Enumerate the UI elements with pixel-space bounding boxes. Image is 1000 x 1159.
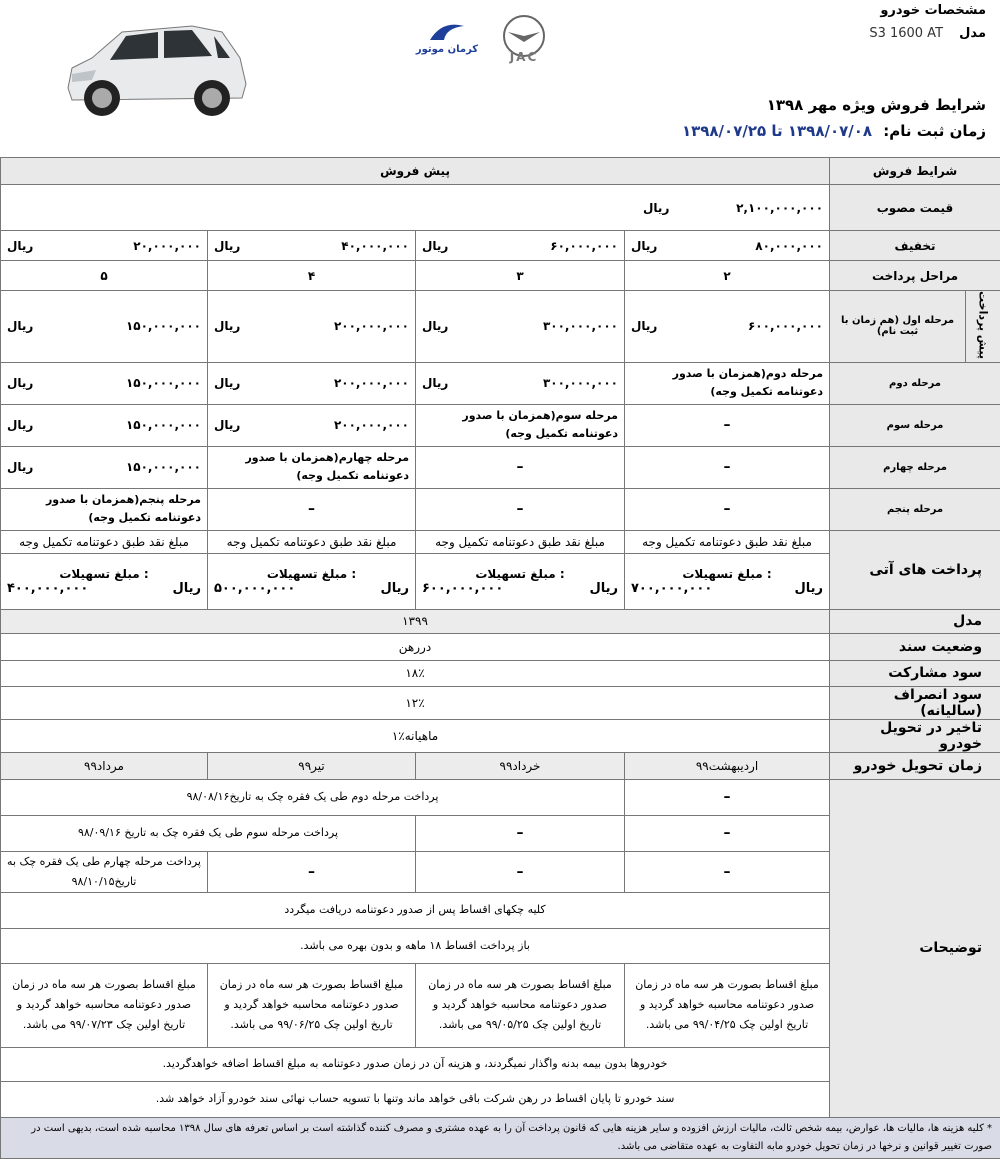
installment-4: مبلغ اقساط بصورت هر سه ماه در زمان صدور دعوتنامه محاسبه خواهد گردید و تاریخ اولین چک ۹۹/۰۷/۲۳ می باشد. bbox=[1, 963, 208, 1047]
desc-row8: سند خودرو تا پایان اقساط در رهن شرکت باقی خواهد ماند وتنها با تسویه حساب نهائی سند خودرو آزاد خواهد شد. bbox=[1, 1081, 830, 1117]
installment-3: مبلغ اقساط بصورت هر سه ماه در زمان صدور دعوتنامه محاسبه خواهد گردید و تاریخ اولین چک ۹۹/۰۶/۲۵ می باشد. bbox=[208, 963, 416, 1047]
stage5-dash-1: – bbox=[625, 488, 830, 530]
delay-label: تاخیر در تحویل خودرو bbox=[830, 719, 1000, 752]
stages-label: مراحل پرداخت bbox=[830, 261, 1000, 291]
facility-4: مبلغ تسهیلات : ریال ۴۰۰,۰۰۰,۰۰۰ bbox=[1, 553, 208, 609]
spec-title: مشخصات خودرو bbox=[880, 3, 986, 18]
facility-1: مبلغ تسهیلات : ریال ۷۰۰,۰۰۰,۰۰۰ bbox=[625, 553, 830, 609]
prepay-label-cell bbox=[966, 291, 1000, 363]
brand-right-text: JAC bbox=[496, 50, 552, 64]
registration-label: زمان ثبت نام: bbox=[883, 122, 986, 140]
desc-row7: خودروها بدون بیمه بدنه واگذار نمیگردند، و هزینه آن در زمان صدور دعوتنامه به مبلغ اقساط اضافه خواهدگردید. bbox=[1, 1047, 830, 1081]
desc-row3: پرداخت مرحله چهارم طی یک فقره چک به تاریخ۹۸/۱۰/۱۵ bbox=[1, 851, 208, 892]
future-text-3: مبلغ نقد طبق دعوتنامه تکمیل وجه bbox=[208, 530, 416, 553]
price-value: ۲,۱۰۰,۰۰۰,۰۰۰ bbox=[736, 201, 823, 215]
stage4-note: مرحله چهارم(همزمان با صدور دعوتنامه تکمیل وجه) bbox=[208, 446, 416, 488]
stage-count-5: ۵ bbox=[1, 261, 208, 291]
desc-row3-dash-3: – bbox=[208, 851, 416, 892]
future-text-2: مبلغ نقد طبق دعوتنامه تکمیل وجه bbox=[416, 530, 625, 553]
cancel-value: ۱۲٪ bbox=[1, 686, 830, 719]
desc-row2-dash-2: – bbox=[416, 815, 625, 851]
desc-row2: پرداخت مرحله سوم طی یک فقره چک به تاریخ ۹۸/۰۹/۱۶ bbox=[1, 815, 416, 851]
stage-count-4: ۴ bbox=[208, 261, 416, 291]
stage5-dash-2: – bbox=[416, 488, 625, 530]
stage5-label: مرحله پنجم bbox=[830, 488, 1000, 530]
discount-4: ۲۰,۰۰۰,۰۰۰ ریال bbox=[1, 231, 208, 261]
profit-value: ۱۸٪ bbox=[1, 660, 830, 686]
stage3-label: مرحله سوم bbox=[830, 404, 1000, 446]
header bbox=[0, 0, 1000, 155]
stage3-amount-2: ۱۵۰,۰۰۰,۰۰۰ ریال bbox=[1, 404, 208, 446]
stage4-dash-1: – bbox=[625, 446, 830, 488]
stage3-amount-1: ۲۰۰,۰۰۰,۰۰۰ ریال bbox=[208, 404, 416, 446]
discount-2: ۶۰,۰۰۰,۰۰۰ ریال bbox=[416, 231, 625, 261]
doc-label: وضعیت سند bbox=[830, 633, 1000, 660]
desc-row1-dash: – bbox=[625, 779, 830, 815]
desc-row1: پرداخت مرحله دوم طی یک فقره چک به تاریخ۹۸/۰۸/۱۶ bbox=[1, 779, 625, 815]
stage1-amount-1: ۶۰۰,۰۰۰,۰۰۰ ریال bbox=[625, 291, 830, 363]
stage-count-2: ۲ bbox=[625, 261, 830, 291]
delivery-3: تیر۹۹ bbox=[208, 752, 416, 779]
installment-1: مبلغ اقساط بصورت هر سه ماه در زمان صدور دعوتنامه محاسبه خواهد گردید و تاریخ اولین چک ۹۹/۰۴/۲۵ می باشد. bbox=[625, 963, 830, 1047]
registration-dates: ۱۳۹۸/۰۷/۰۸ تا ۱۳۹۸/۰۷/۲۵ bbox=[682, 122, 872, 140]
facility-3: مبلغ تسهیلات : ریال ۵۰۰,۰۰۰,۰۰۰ bbox=[208, 553, 416, 609]
cancel-label: سود انصراف (سالیانه) bbox=[830, 686, 1000, 719]
delivery-4: مرداد۹۹ bbox=[1, 752, 208, 779]
stage3-note: مرحله سوم(همزمان با صدور دعوتنامه تکمیل وجه) bbox=[416, 404, 625, 446]
stage-count-3: ۳ bbox=[416, 261, 625, 291]
desc-row2-dash-1: – bbox=[625, 815, 830, 851]
stage1-amount-4: ۱۵۰,۰۰۰,۰۰۰ ریال bbox=[1, 291, 208, 363]
delivery-1: اردیبهشت۹۹ bbox=[625, 752, 830, 779]
discount-label: تخفیف bbox=[830, 231, 1000, 261]
stage2-label: مرحله دوم bbox=[830, 362, 1000, 404]
model-label: مدل bbox=[959, 26, 986, 41]
desc-row3-dash-1: – bbox=[625, 851, 830, 892]
future-text-1: مبلغ نقد طبق دعوتنامه تکمیل وجه bbox=[625, 530, 830, 553]
desc-row4: کلیه چکهای اقساط پس از صدور دعوتنامه دریافت میگردد bbox=[1, 892, 830, 928]
delivery-label: زمان تحویل خودرو bbox=[830, 752, 1000, 779]
stage4-dash-2: – bbox=[416, 446, 625, 488]
stage5-dash-3: – bbox=[208, 488, 416, 530]
year-value: ۱۳۹۹ bbox=[1, 609, 830, 633]
car-image bbox=[62, 18, 252, 122]
brand-left-text: کرمان موتور bbox=[412, 44, 482, 55]
stage5-note: مرحله پنجم(همزمان با صدور دعوتنامه تکمیل وجه) bbox=[1, 488, 208, 530]
stage1-amount-3: ۲۰۰,۰۰۰,۰۰۰ ریال bbox=[208, 291, 416, 363]
stage2-amount-3: ۱۵۰,۰۰۰,۰۰۰ ریال bbox=[1, 362, 208, 404]
facility-2: مبلغ تسهیلات : ریال ۶۰۰,۰۰۰,۰۰۰ bbox=[416, 553, 625, 609]
discount-3: ۴۰,۰۰۰,۰۰۰ ریال bbox=[208, 231, 416, 261]
sales-table bbox=[0, 157, 1000, 1159]
conditions-label: شرایط فروش bbox=[830, 158, 1000, 185]
stage4-amount-1: ۱۵۰,۰۰۰,۰۰۰ ریال bbox=[1, 446, 208, 488]
future-text-4: مبلغ نقد طبق دعوتنامه تکمیل وجه bbox=[1, 530, 208, 553]
stage4-label: مرحله چهارم bbox=[830, 446, 1000, 488]
delivery-2: خرداد۹۹ bbox=[416, 752, 625, 779]
desc-label: توضیحات bbox=[830, 779, 1000, 1117]
stage2-note: مرحله دوم(همزمان با صدور دعوتنامه تکمیل وجه) bbox=[625, 362, 830, 404]
prepay-label: پیش پرداخت bbox=[977, 291, 990, 359]
future-label: پرداخت های آتی bbox=[830, 530, 1000, 609]
stage1-label: مرحله اول (هم زمان با ثبت نام) bbox=[830, 291, 966, 363]
price-currency: ریال bbox=[643, 201, 669, 215]
desc-row3-dash-2: – bbox=[416, 851, 625, 892]
registration-row bbox=[682, 122, 986, 140]
profit-label: سود مشارکت bbox=[830, 660, 1000, 686]
footer-note: * کلیه هزینه ها، مالیات ها، عوارض، بیمه شخص ثالث، مالیات ارزش افزوده و سایر هزینه هایی که قانون پرداخت آن را به عهده مشتری و مصرف کننده گذاشته است بر اساس تعرفه های سال ۱۳۹۸ محاسبه شده است، بدیهی است در صورت تغییر قوانین و نرخها در زمان تحویل خودرو مابه التفاوت به عهده متقاضی می باشد. bbox=[1, 1117, 1000, 1158]
stage1-amount-2: ۳۰۰,۰۰۰,۰۰۰ ریال bbox=[416, 291, 625, 363]
installment-2: مبلغ اقساط بصورت هر سه ماه در زمان صدور دعوتنامه محاسبه خواهد گردید و تاریخ اولین چک ۹۹/۰۵/۲۵ می باشد. bbox=[416, 963, 625, 1047]
brand-logos bbox=[412, 12, 562, 71]
model-value: S3 1600 AT bbox=[869, 26, 943, 41]
stage3-dash: – bbox=[625, 404, 830, 446]
price-label: قیمت مصوب bbox=[830, 185, 1000, 231]
desc-row5: باز پرداخت اقساط ۱۸ ماهه و بدون بهره می باشد. bbox=[1, 928, 830, 963]
stage2-amount-1: ۳۰۰,۰۰۰,۰۰۰ ریال bbox=[416, 362, 625, 404]
year-label: مدل bbox=[830, 609, 1000, 633]
conditions-value: پیش فروش bbox=[1, 158, 830, 185]
discount-1: ۸۰,۰۰۰,۰۰۰ ریال bbox=[625, 231, 830, 261]
delay-value: ۱٪ماهیانه bbox=[1, 719, 830, 752]
price-cell bbox=[1, 185, 830, 231]
sale-title: شرایط فروش ویژه مهر ۱۳۹۸ bbox=[767, 96, 986, 114]
doc-value: دررهن bbox=[1, 633, 830, 660]
stage2-amount-2: ۲۰۰,۰۰۰,۰۰۰ ریال bbox=[208, 362, 416, 404]
model-row bbox=[869, 26, 986, 41]
